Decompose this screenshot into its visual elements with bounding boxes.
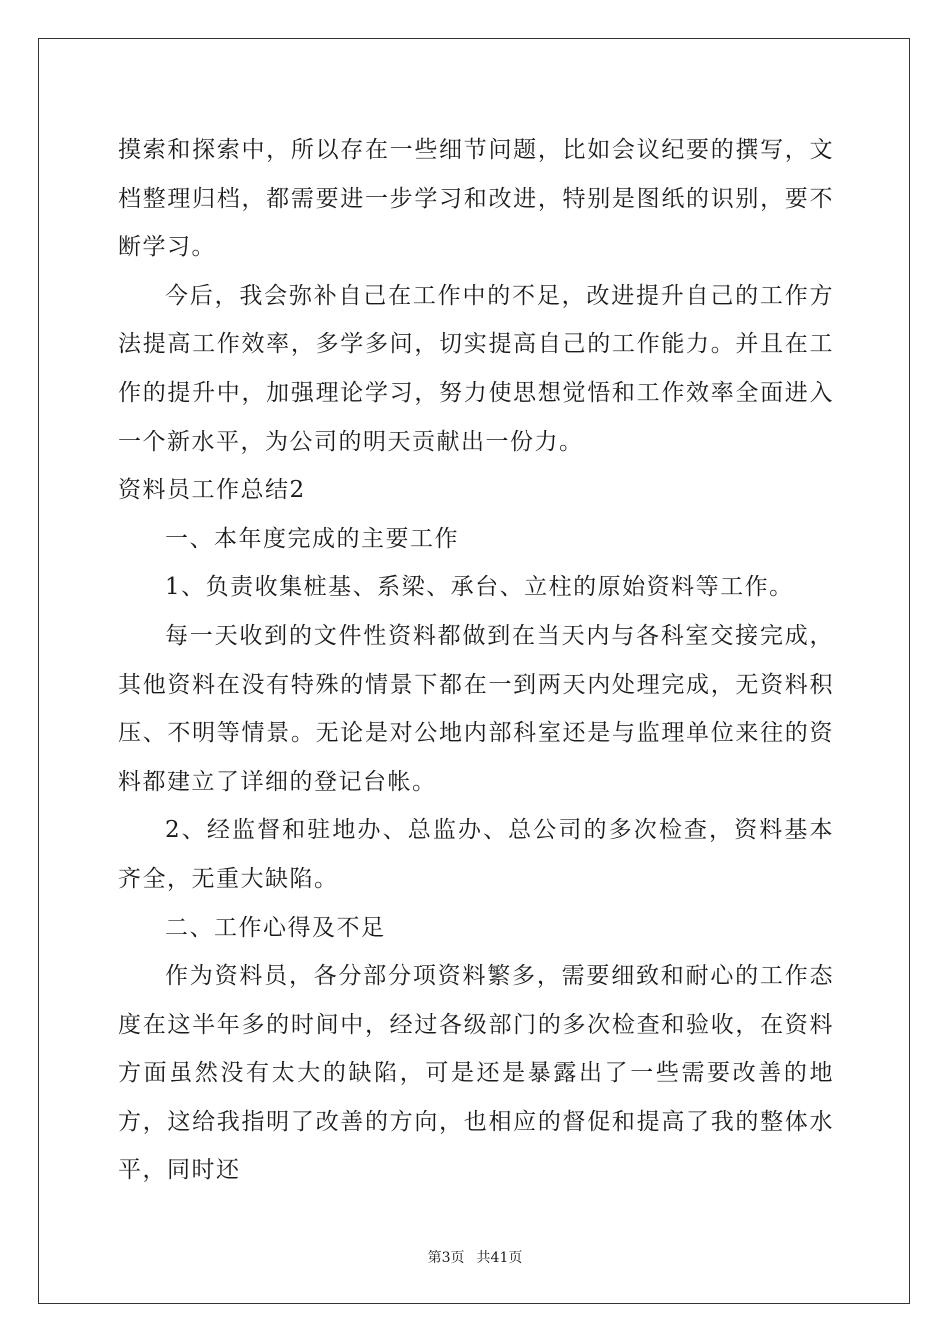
paragraph-item-1: 1、负责收集桩基、系梁、承台、立柱的原始资料等工作。 — [165, 574, 794, 601]
paragraph-1: 摸索和探索中，所以存在一些细节问题，比如会议纪要的撰写，文档整理归档，都需要进一步学习和改进，特别是图纸的识别，要不断学习。 — [118, 137, 834, 261]
document-body — [118, 126, 834, 1195]
paragraph-2: 今后，我会弥补自己在工作中的不足，改进提升自己的工作方法提高工作效率，多学多问，切实提高自己的工作能力。并且在工作的提升中，加强理论学习，努力使思想觉悟和工作效率全面进入一个新水平，为公司的明天贡献出一份力。 — [118, 282, 834, 455]
section-title: 资料员工作总结2 — [118, 477, 306, 504]
paragraph-4: 作为资料员，各分部分项资料繁多，需要细致和耐心的工作态度在这半年多的时间中，经过各级部门的多次检查和验收，在资料方面虽然没有太大的缺陷，可是还是暴露出了一些需要改善的地方，这给我指明了改善的方向，也相应的督促和提高了我的整体水平，同时还 — [118, 963, 834, 1184]
paragraph-3: 每一天收到的文件性资料都做到在当天内与各科室交接完成，其他资料在没有特殊的情景下都在一到两天内处理完成，无资料积压、不明等情景。无论是对公地内部科室还是与监理单位来往的资料都建立了详细的登记台帐。 — [118, 622, 834, 795]
section-heading-1: 一、本年度完成的主要工作 — [165, 525, 459, 552]
page-number: 第3页 — [427, 1250, 465, 1266]
page-total: 共41页 — [476, 1250, 523, 1266]
section-heading-2: 二、工作心得及不足 — [165, 914, 386, 941]
page-footer — [0, 1247, 950, 1267]
paragraph-item-2: 2、经监督和驻地办、总监办、总公司的多次检查，资料基本齐全，无重大缺陷。 — [118, 817, 834, 892]
